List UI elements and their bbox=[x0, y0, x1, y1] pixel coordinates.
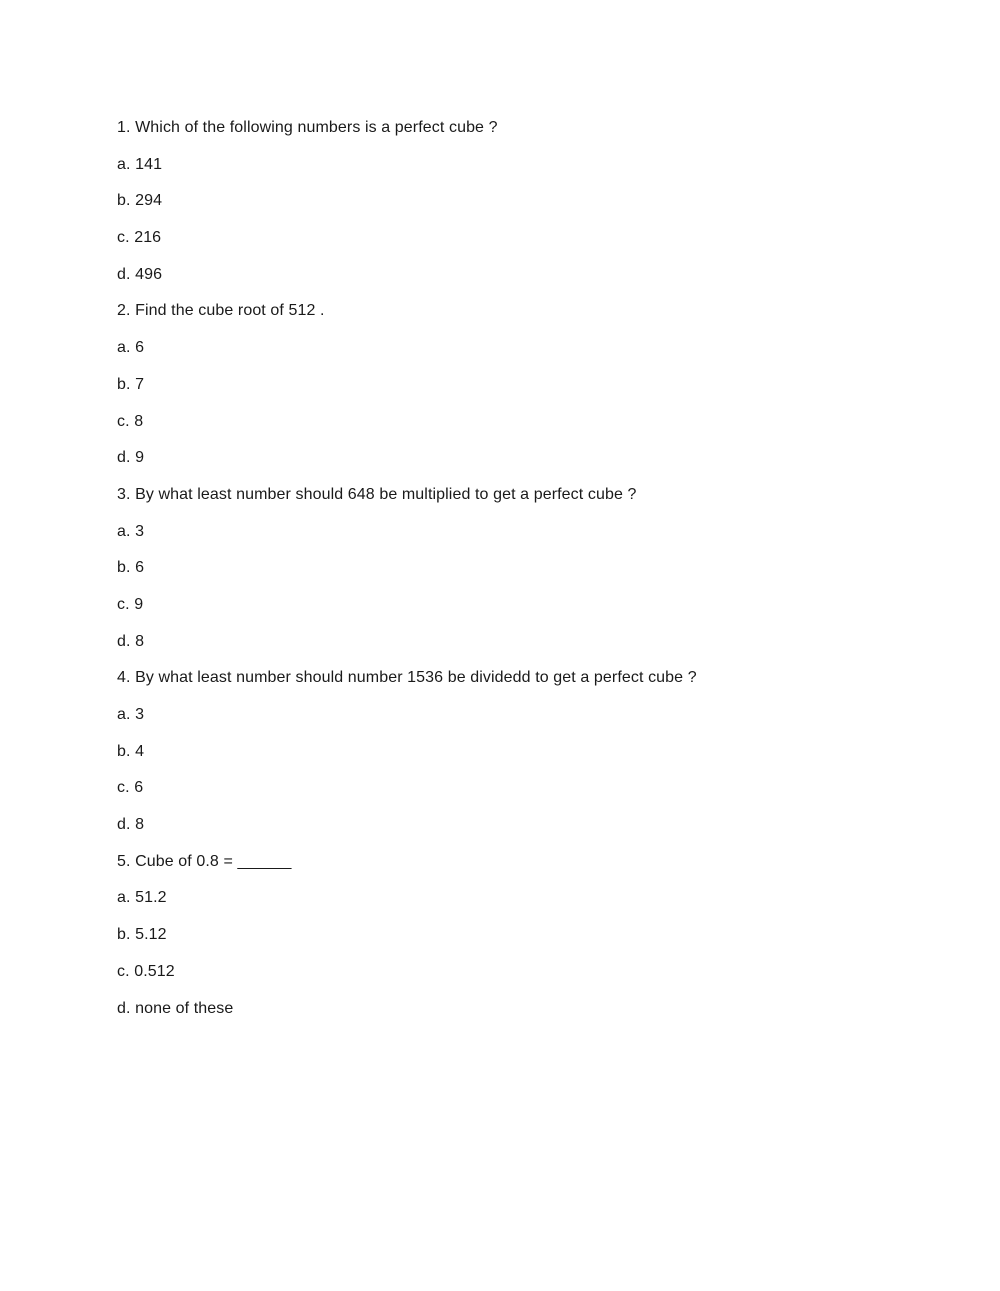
question-2-option-c: c. 8 bbox=[117, 412, 144, 430]
question-3-option-b: b. 6 bbox=[117, 559, 145, 577]
question-2-text: 2. Find the cube root of 512 . bbox=[117, 302, 325, 320]
question-3-option-c: c. 9 bbox=[117, 595, 144, 613]
question-4-option-b: b. 4 bbox=[117, 742, 145, 760]
question-4-text: 4. By what least number should number 1536 be dividedd to get a perfect cube ? bbox=[117, 669, 697, 687]
question-3-text: 3. By what least number should 648 be multiplied to get a perfect cube ? bbox=[117, 485, 637, 503]
question-4-option-d: d. 8 bbox=[117, 816, 145, 834]
question-block-4 bbox=[117, 668, 937, 851]
question-4-option-a: a. 3 bbox=[117, 706, 145, 723]
question-2-option-b: b. 7 bbox=[117, 375, 145, 393]
question-5-option-a: a. 51.2 bbox=[117, 889, 167, 907]
question-1-text: 1. Which of the following numbers is a perfect cube ? bbox=[117, 119, 498, 136]
question-3-option-a: a. 3 bbox=[117, 522, 145, 540]
question-1-option-c: c. 216 bbox=[117, 229, 162, 247]
question-block-1 bbox=[117, 118, 937, 301]
question-5-text: 5. Cube of 0.8 = ______ bbox=[117, 852, 292, 870]
question-block-3 bbox=[117, 485, 937, 668]
question-5-option-d: d. none of these bbox=[117, 999, 234, 1017]
question-1-option-a: a. 141 bbox=[117, 155, 163, 173]
question-block-2 bbox=[117, 301, 937, 484]
question-2-option-d: d. 9 bbox=[117, 449, 145, 467]
question-4-option-c: c. 6 bbox=[117, 779, 144, 797]
question-2-option-a: a. 6 bbox=[117, 339, 145, 357]
question-1-option-d: d. 496 bbox=[117, 265, 163, 283]
question-3-option-d: d. 8 bbox=[117, 632, 145, 650]
question-block-5 bbox=[117, 852, 937, 1035]
question-5-option-b: b. 5.12 bbox=[117, 926, 167, 944]
question-1-option-b: b. 294 bbox=[117, 192, 163, 210]
question-5-option-c: c. 0.512 bbox=[117, 962, 175, 980]
quiz-content bbox=[117, 118, 937, 1035]
